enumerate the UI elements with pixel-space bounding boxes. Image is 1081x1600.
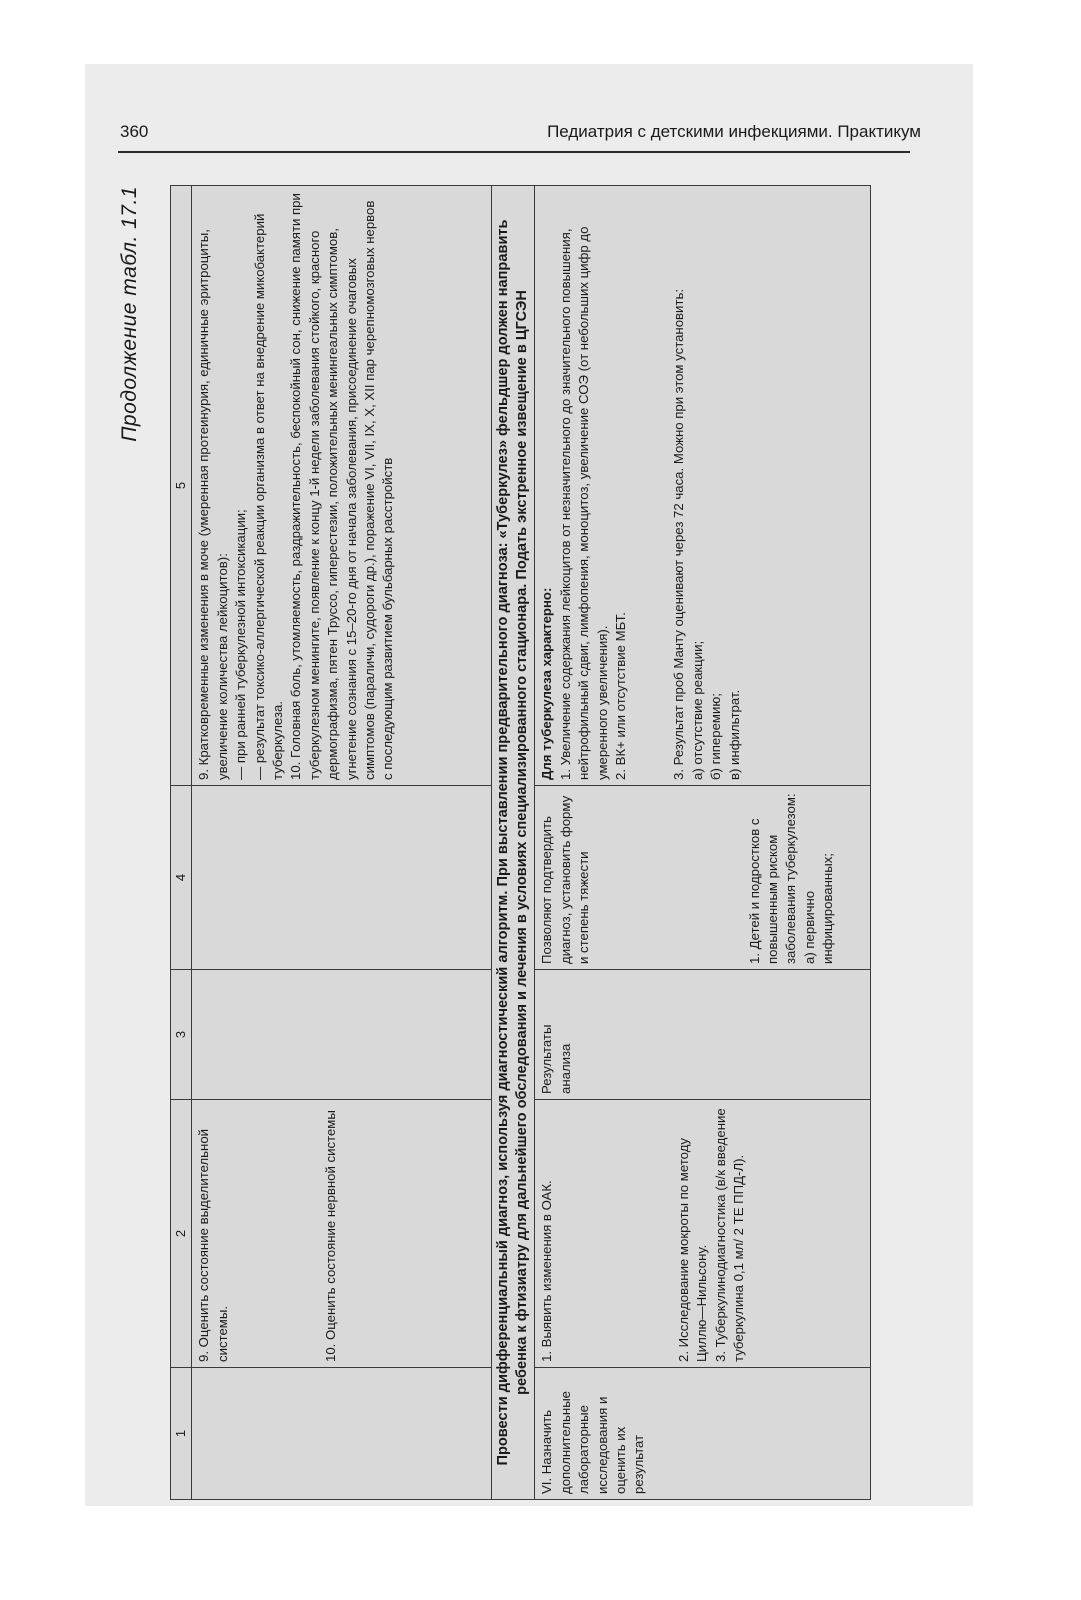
stage-label: VI. Назначить дополнительные лабораторные исследования и оценить их результат — [535, 1368, 871, 1500]
task-item-3: 3. Туберкулинодиагностика (в/к введение туберкулина 0,1 мл/ 2 ТЕ ППД-Л). — [712, 1108, 747, 1362]
purpose-text: Позволяют подтвердить диагноз, установить форму и степень тяжести — [539, 795, 592, 964]
header-divider — [118, 151, 910, 153]
findings-heading: Для туберкулеза характерно: — [539, 587, 555, 780]
task-item-10: 10. Оценить состояние нервной системы — [323, 1110, 339, 1362]
findings-cell — [192, 186, 492, 786]
running-title: Педиатрия с детскими инфекциями. Практикум — [547, 122, 921, 141]
instruction-text: Провести дифференциальный диагноз, используя диагностический алгоритм. При выставлении предварительного диагноза: «Туберкулез» фельдшер должен направить ребенка к фтизиатру для дальнейшего обследования и лечения в условиях специализированного стационара. Подать экстренное извещение в ЦГСЭН — [492, 186, 535, 1500]
column-number: 2 — [171, 1100, 192, 1368]
column-number: 3 — [171, 970, 192, 1100]
stage-cell — [192, 1368, 492, 1500]
risk-group-a: а) первично инфицированных; — [801, 853, 836, 964]
finding-item-9b: — результат токсико-аллергической реакции организма в ответ на внедрение микобактерий туберкулеза. — [251, 213, 286, 780]
finding-item-2: 2. ВК+ или отсутствие МБТ. — [613, 612, 629, 780]
table-row — [192, 186, 492, 1500]
task-item-1: 1. Выявить изменения в ОАК. — [539, 1180, 555, 1362]
purpose-cell — [535, 786, 871, 970]
finding-item-3: 3. Результат проб Манту оценивают через 72 часа. Можно при этом установить: — [671, 289, 687, 780]
risk-group-text: 1. Детей и подростков с повышенным риском заболевания туберкулезом: — [746, 793, 799, 964]
findings-cell — [535, 186, 871, 786]
table-caption: Продолжение табл. 17.1 — [118, 186, 141, 442]
instruction-row — [492, 186, 535, 1500]
column-number: 1 — [171, 1368, 192, 1500]
result-cell: Результаты анализа — [535, 970, 871, 1100]
column-number: 5 — [171, 186, 192, 786]
empty-cell — [192, 786, 492, 970]
finding-item-10: 10. Головная боль, утомляемость, раздражительность, беспокойный сон, снижение памяти при туберкулезном менингите, появление к концу 1-й недели заболевания стойкого, красного дермографизма, пятен Труссо, гиперестезии, положительных менингеальных симптомов, угнетение сознания с 15–20-го дня от начала заболевания, присоединение очаговых симптомов (параличи, судороги др.), поражение VI, VII, IX, X, XII пар черепномозговых нервов с последующим развитием бульбарных расстройств — [288, 193, 396, 780]
column-numbers-row — [171, 186, 192, 1500]
finding-item-9a: — при ранней туберкулезной интоксикации; — [233, 509, 249, 780]
column-number: 4 — [171, 786, 192, 970]
task-cell — [192, 1100, 492, 1368]
task-item-9: 9. Оценить состояние выделительной системы. — [196, 1128, 230, 1362]
table-row — [535, 186, 871, 1500]
rotated-table-area — [118, 186, 910, 1500]
finding-item-3a: а) отсутствие реакции; — [689, 640, 705, 780]
task-item-2: 2. Исследование мокроты по методу Циллю—Нильсону. — [675, 1138, 710, 1362]
page-number: 360 — [120, 122, 149, 141]
finding-item-9: 9. Кратковременные изменения в моче (умеренная протеинурия, единичные эритроциты, увеличение количества лейкоцитов): — [196, 229, 230, 780]
task-cell — [535, 1100, 871, 1368]
finding-item-3c: в) инфильтрат. — [726, 689, 742, 780]
diagnostic-table — [170, 185, 871, 1500]
empty-cell — [192, 970, 492, 1100]
finding-item-3b: б) гиперемию; — [708, 693, 724, 780]
finding-item-1: 1. Увеличение содержания лейкоцитов от незначительного до значительного повышения, нейтрофильный сдвиг, лимфопения, моноцитоз, увеличение СОЭ (от небольших цифр до умеренного увеличения). — [557, 226, 610, 780]
